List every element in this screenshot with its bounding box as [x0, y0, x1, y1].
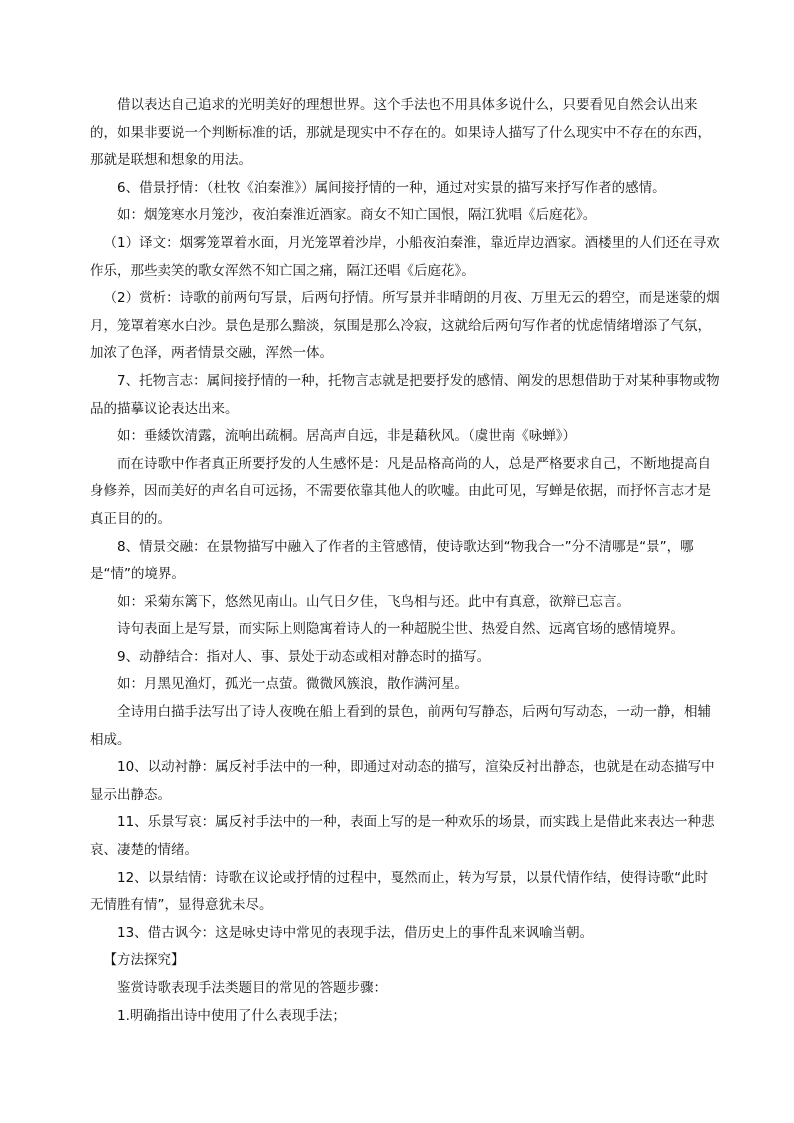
paragraph-item-7-example: 如：垂緌饮清露，流响出疏桐。居高声自远，非是藉秋风。（虞世南《咏蝉》） [117, 428, 576, 445]
paragraph-item-6-example: 如：烟笼寒水月笼沙，夜泊秦淮近酒家。商女不知亡国恨，隔江犹唱《后庭花》。 [117, 207, 597, 224]
paragraph-answer-step-1: 1.明确指出诗中使用了什么表现手法； [117, 1007, 346, 1024]
paragraph-item-6-translation: （1）译文：烟雾笼罩着水面，月光笼罩着沙岸，小船夜泊秦淮，靠近岸边酒家。酒楼里的人们还在寻欢作乐，那些卖笑的歌女浑然不知亡国之痛，隔江还唱《后庭花》。 [90, 234, 720, 279]
paragraph-item-6-heading: 6、借景抒情：（杜牧《泊秦淮》）属间接抒情的一种，通过对实景的描写来抒写作者的感情。 [117, 179, 666, 196]
paragraph-item-7-heading: 7、托物言志：属间接抒情的一种，托物言志就是把要抒发的感情、阐发的思想借助于对某种事物或物品的描摹议论表达出来。 [90, 372, 720, 417]
document-body [90, 92, 720, 1030]
paragraph-item-6-analysis: （2）赏析：诗歌的前两句写景，后两句抒情。所写景并非晴朗的月夜、万里无云的碧空，而是迷蒙的烟月，笼罩着寒水白沙。景色是那么黯淡，氛围是那么冷寂，这就给后两句写作者的忧虑情绪增添了气氛，加浓了色泽，两者情景交融，浑然一体。 [90, 290, 720, 362]
paragraph-item-9-analysis: 全诗用白描手法写出了诗人夜晚在船上看到的景色，前两句写静态，后两句写动态，一动一静，相辅相成。 [90, 704, 711, 748]
paragraph-item-7-analysis: 而在诗歌中作者真正所要抒发的人生感怀是：凡是品格高尚的人，总是严格要求自己，不断地提高自身修养，因而美好的声名自可远扬，不需要依靠其他人的吹嘘。由此可见，写蝉是依据，而抒怀言志才是真正目的的。 [90, 455, 711, 527]
paragraph-item-8-heading: 8、情景交融：在景物描写中融入了作者的主管感情，使诗歌达到“物我合一”分不清哪是“景”，哪是“情”的境界。 [90, 538, 694, 583]
paragraph-item-9-example: 如：月黑见渔灯，孤光一点萤。微微风簇浪，散作满河星。 [117, 676, 468, 693]
paragraph-imagination-intro: 借以表达自己追求的光明美好的理想世界。这个手法也不用具体多说什么，只要看见自然会认出来的，如果非要说一个判断标准的话，那就是现实中不存在的。如果诗人描写了什么现实中不存在的东西，那就是联想和想象的用法。 [90, 97, 711, 169]
paragraph-item-11: 11、乐景写哀：属反衬手法中的一种，表面上写的是一种欢乐的场景，而实践上是借此来表达一种悲哀、凄楚的情绪。 [90, 814, 715, 859]
paragraph-answer-steps-intro: 鉴赏诗歌表现手法类题目的常见的答题步骤： [117, 980, 387, 996]
paragraph-item-12: 12、以景结情：诗歌在议论或抒情的过程中，戛然而止，转为写景，以景代情作结，使得诗歌“此时无情胜有情”，显得意犹未尽。 [90, 869, 709, 914]
paragraph-item-8-example: 如：采菊东篱下，悠然见南山。山气日夕佳，飞鸟相与还。此中有真意，欲辩已忘言。 [117, 593, 630, 610]
paragraph-item-10: 10、以动衬静：属反衬手法中的一种，即通过对动态的描写，渲染反衬出静态，也就是在动态描写中显示出静态。 [90, 759, 715, 803]
section-heading-method: 【方法探究】 [103, 952, 185, 969]
paragraph-item-13: 13、借古讽今：这是咏史诗中常见的表现手法，借历史上的事件乱来讽喻当朝。 [117, 924, 594, 941]
paragraph-item-9-heading: 9、动静结合：指对人、事、景处于动态或相对静态时的描写。 [117, 648, 491, 665]
paragraph-item-8-analysis: 诗句表面上是写景，而实际上则隐寓着诗人的一种超脱尘世、热爱自然、远离官场的感情境界。 [117, 621, 684, 638]
